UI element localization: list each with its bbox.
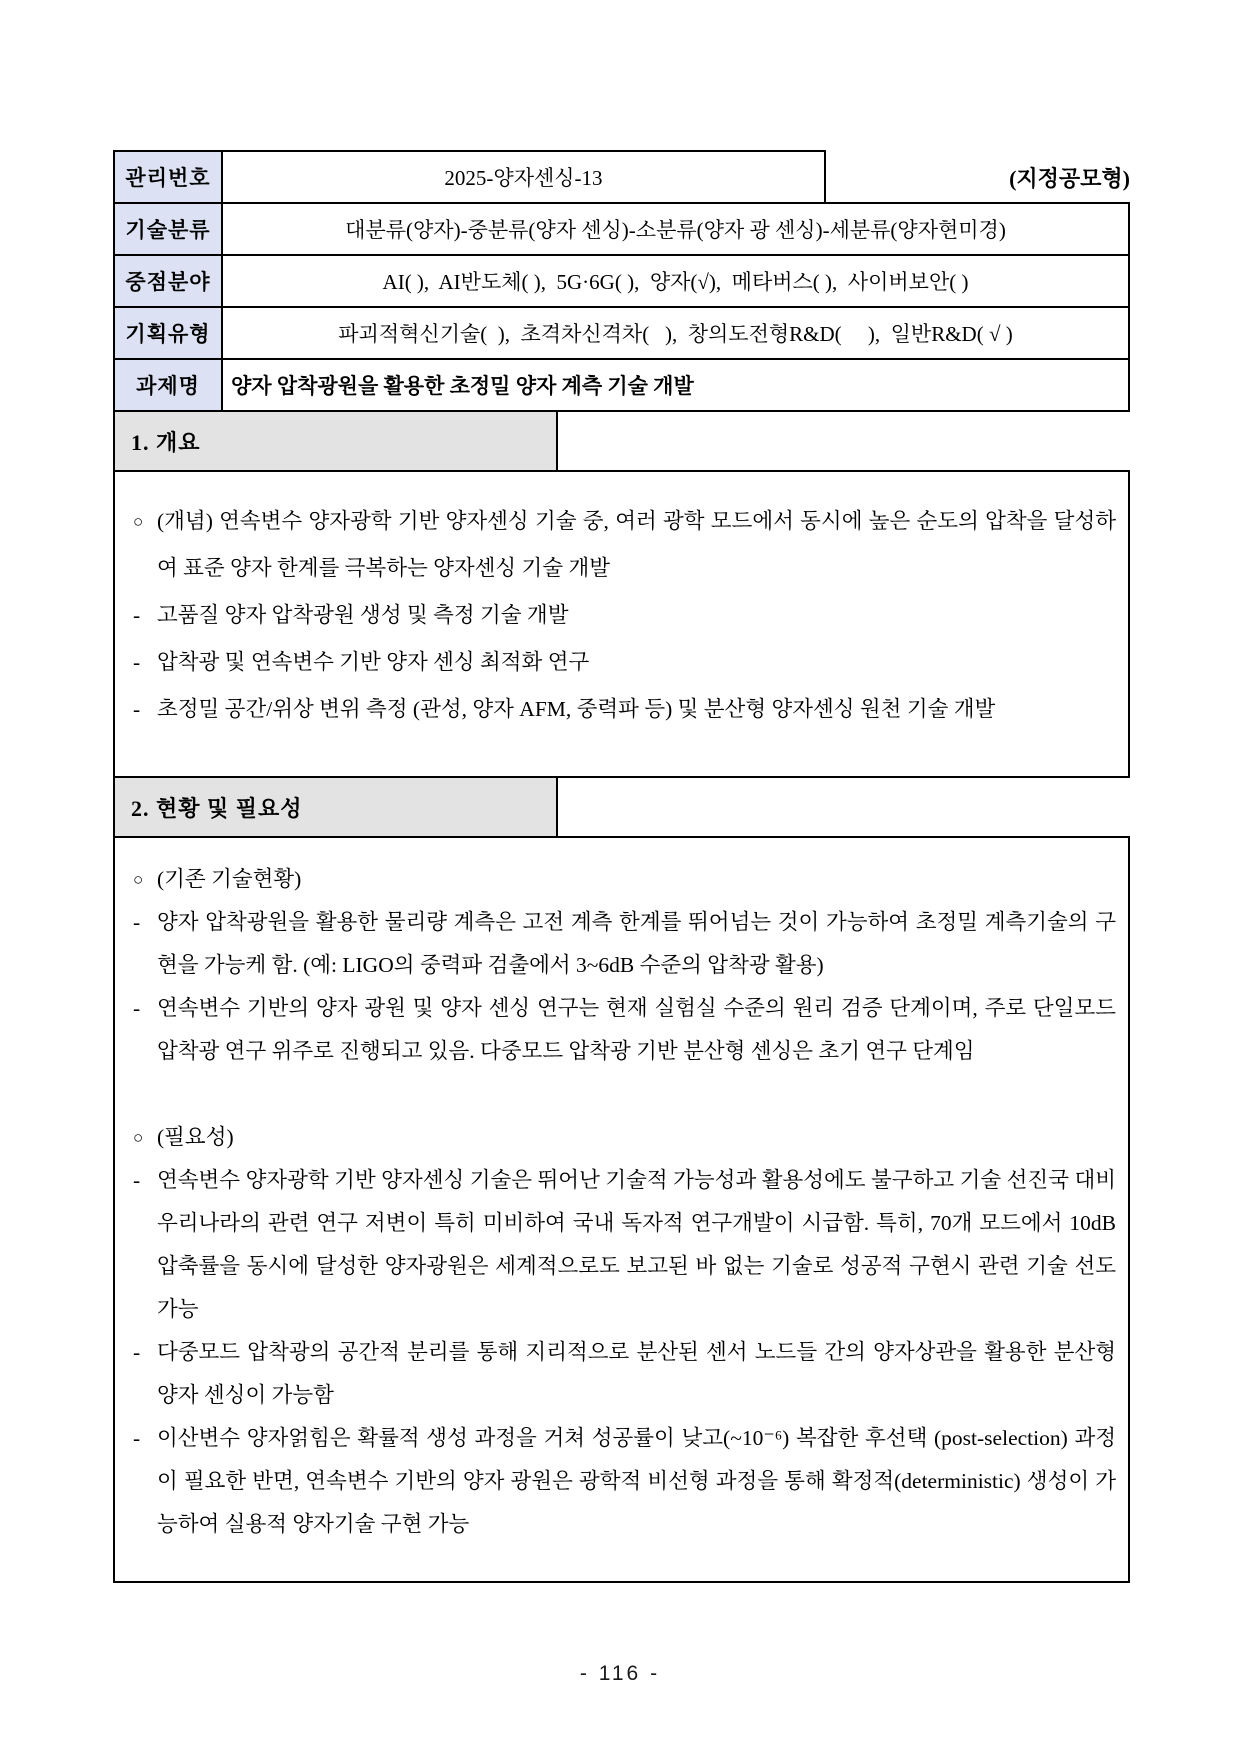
page-number: - 116 - [579,1662,661,1685]
row1-box [113,150,826,204]
section-1-header: 1. 개요 [113,410,558,472]
designated-call-type-note: (지정공모형) [1009,165,1130,191]
circle-bullet: ○ [133,512,144,531]
dash-bullet: - [133,603,141,627]
paragraph: - 연속변수 양자광학 기반 양자센싱 기술은 뛰어난 기술적 가능성과 활용성에도 불구하고 기술 선진국 대비 우리나라의 관련 연구 저변이 특히 미비하여 국내 독자적 연구개발이 시급함. 특히, 70개 모드에서 10dB 압축률을 동시에 달성한 양자광원은 세계적으로도 보고된 바 없는 기술로 성공적 구현시 관련 기술 선도가능 [127,1159,1118,1331]
paragraph: ○ (기존 기술현황) [127,858,1118,901]
table-row [113,202,1130,256]
circle-bullet: ○ [133,1128,144,1147]
dash-bullet: - [133,1426,141,1450]
dash-bullet: - [133,1340,141,1364]
section-2-header: 2. 현황 및 필요성 [113,776,558,838]
paragraph: ○ (필요성) [127,1116,1118,1159]
value-project-title: 양자 압착광원을 활용한 초정밀 양자 계측 기술 개발 [221,358,1130,412]
label-focus-area: 중점분야 [113,254,223,308]
section-2-content [113,836,1130,1583]
paragraph: ○ (개념) 연속변수 양자광학 기반 양자센싱 기술 중, 여러 광학 모드에서 동시에 높은 순도의 압착을 달성하여 표준 양자 한계를 극복하는 양자센싱 기술 개발 [127,498,1118,592]
dash-bullet: - [133,697,141,721]
label-management-number: 관리번호 [113,150,223,204]
table-row [113,306,1130,360]
dash-bullet: - [133,910,141,934]
label-tech-classification: 기술분류 [113,202,223,256]
paragraph: - 양자 압착광원을 활용한 물리량 계측은 고전 계측 한계를 뛰어넘는 것이 가능하여 초정밀 계측기술의 구현을 가능케 함. (예: LIGO의 중력파 검출에서 3~6dB 수준의 압착광 활용) [127,901,1118,987]
value-management-number: 2025-양자센싱-13 [221,150,826,204]
value-focus-area: AI( ), AI반도체( ), 5G·6G( ), 양자(√), 메타버스( ), 사이버보안( ) [221,254,1130,308]
table-row [113,254,1130,308]
dash-bullet: - [133,1168,141,1192]
circle-bullet: ○ [133,870,144,889]
value-planning-type: 파괴적혁신기술( ), 초격차신격차( ), 창의도전형R&D( ), 일반R&D( √ ) [221,306,1130,360]
value-tech-classification: 대분류(양자)-중분류(양자 센싱)-소분류(양자 광 센싱)-세분류(양자현미경) [221,202,1130,256]
document-body [113,150,1130,1583]
table-row [113,358,1130,412]
paragraph: - 압착광 및 연속변수 기반 양자 센싱 최적화 연구 [127,639,1118,686]
label-project-title: 과제명 [113,358,223,412]
dash-bullet: - [133,996,141,1020]
table-row [113,150,1130,204]
paragraph: - 초정밀 공간/위상 변위 측정 (관성, 양자 AFM, 중력파 등) 및 분산형 양자센싱 원천 기술 개발 [127,686,1118,733]
paragraph: - 고품질 양자 압착광원 생성 및 측정 기술 개발 [127,592,1118,639]
dash-bullet: - [133,650,141,674]
section-1-content [113,470,1130,778]
paragraph: - 이산변수 양자얽힘은 확률적 생성 과정을 거쳐 성공률이 낮고(~10⁻⁶) 복잡한 후선택 (post-selection) 과정이 필요한 반면, 연속변수 기반의 양자 광원은 광학적 비선형 과정을 통해 확정적(deterministic) 생성이 가능하여 실용적 양자기술 구현 가능 [127,1417,1118,1546]
label-planning-type: 기획유형 [113,306,223,360]
paragraph: - 다중모드 압착광의 공간적 분리를 통해 지리적으로 분산된 센서 노드들 간의 양자상관을 활용한 분산형 양자 센싱이 가능함 [127,1331,1118,1417]
paragraph: - 연속변수 기반의 양자 광원 및 양자 센싱 연구는 현재 실험실 수준의 원리 검증 단계이며, 주로 단일모드 압착광 연구 위주로 진행되고 있음. 다중모드 압착광 기반 분산형 센싱은 초기 연구 단계임 [127,987,1118,1073]
info-table [113,150,1130,412]
